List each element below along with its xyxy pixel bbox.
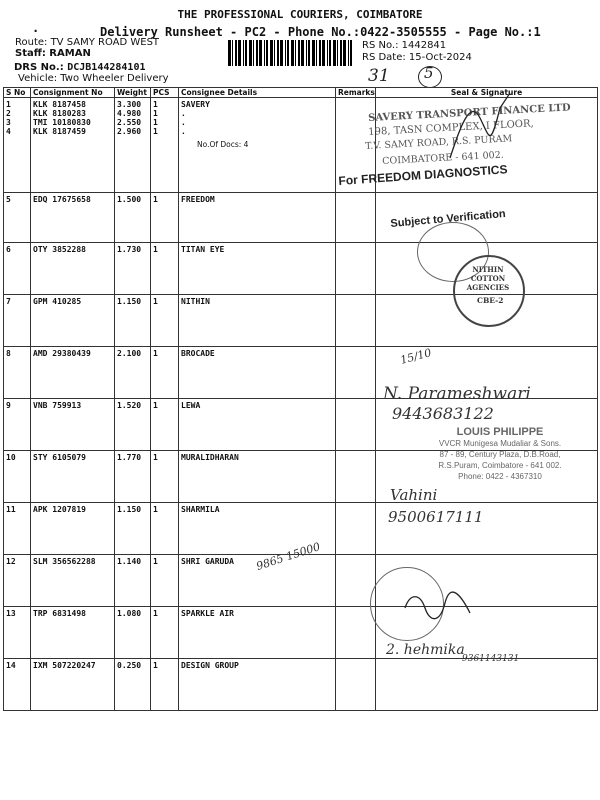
cell-consignee-value: SHRI GARUDA — [181, 557, 234, 566]
cell-pcs-value: 1 — [153, 661, 158, 670]
cell-weight — [115, 193, 151, 243]
cell-weight — [115, 98, 151, 193]
cell-consignee — [179, 659, 336, 711]
cell-weight-value: 1.520 — [117, 401, 142, 410]
cell-pcs-value: 1 — [153, 118, 158, 127]
cell-consignee — [179, 98, 336, 193]
cell-sno — [4, 347, 31, 399]
cell-weight-value: 0.250 — [117, 661, 142, 670]
cell-consignee-value: . — [181, 127, 186, 136]
cell-pcs — [151, 243, 179, 295]
cell-weight — [115, 451, 151, 503]
cell-sno — [4, 295, 31, 347]
garuda-handwritten-note: 9865 15000 — [254, 540, 322, 573]
barcode-bar — [253, 40, 254, 66]
savery-stamp-line2: 198, TASN COMPLEX, I FLOOR, — [368, 118, 534, 138]
cell-sno — [4, 193, 31, 243]
cell-consignment — [31, 555, 115, 607]
cell-consignee-value: MURALIDHARAN — [181, 453, 239, 462]
cell-sno-value: 7 — [6, 297, 11, 306]
savery-stamp-line4: COIMBATORE - 641 002. — [382, 149, 505, 167]
barcode-bar — [287, 40, 289, 66]
cell-seal — [376, 659, 598, 711]
rs-date: RS Date: 15-Oct-2024 — [362, 52, 472, 63]
design-handwritten-phone: 9361143131 — [462, 654, 520, 664]
cell-consignee — [179, 193, 336, 243]
cell-pcs-value: 1 — [153, 109, 158, 118]
barcode-bar — [333, 40, 336, 66]
cell-consignment-value: KLK 8187459 — [33, 127, 86, 136]
sharmila-handwritten-phone: 9500617111 — [388, 508, 484, 526]
barcode-bar — [235, 40, 237, 66]
cell-pcs — [151, 555, 179, 607]
barcode-bar — [308, 40, 310, 66]
barcode-bar — [291, 40, 294, 66]
barcode-bar — [259, 40, 262, 66]
cell-pcs-value: 1 — [153, 195, 158, 204]
brocade-handwritten-date: 15/10 — [398, 346, 433, 367]
cell-consignment-value: TRP 6831498 — [33, 609, 86, 618]
cell-pcs-value: 1 — [153, 505, 158, 514]
nithin-seal-center: CBE-2 — [477, 296, 504, 305]
barcode-bar — [327, 40, 328, 66]
cell-sno-value: 5 — [6, 195, 11, 204]
louis-brand: LOUIS PHILIPPE — [456, 426, 544, 438]
savery-stamp-line1: SAVERY TRANSPORT FINANCE LTD — [368, 102, 571, 124]
cell-consignment-value: STY 6105079 — [33, 453, 86, 462]
cell-sno — [4, 607, 31, 659]
cell-weight — [115, 347, 151, 399]
freedom-stamp: For FREEDOM DIAGNOSTICS — [338, 162, 508, 188]
cell-consignee-value: SHARMILA — [181, 505, 220, 514]
col-consignee: Consignee Details — [179, 88, 336, 98]
docs-count: No.Of Docs: 4 — [197, 140, 249, 149]
barcode-bar — [337, 40, 338, 66]
cell-remarks — [336, 451, 376, 503]
cell-weight-value: 2.550 — [117, 118, 142, 127]
cell-weight — [115, 243, 151, 295]
cell-weight-value: 1.730 — [117, 245, 142, 254]
cell-remarks — [336, 193, 376, 243]
cell-consignment — [31, 347, 115, 399]
cell-consignment-value: KLK 8180283 — [33, 109, 86, 118]
cell-sno-value: 8 — [6, 349, 11, 358]
barcode-bar — [270, 40, 273, 66]
cell-consignment-value: GPM 410285 — [33, 297, 82, 306]
vehicle-label: Vehicle: Two Wheeler Delivery — [18, 73, 169, 84]
col-seal: Seal & Signature — [376, 88, 598, 98]
nithin-seal-text: NITHIN COTTON AGENCIES — [466, 265, 510, 292]
barcode-bar — [329, 40, 331, 66]
barcode-bar — [350, 40, 352, 66]
cell-consignee — [179, 295, 336, 347]
cell-weight — [115, 659, 151, 711]
cell-sno — [4, 399, 31, 451]
cell-consignee-value: . — [181, 118, 186, 127]
route-label: Route: TV SAMY ROAD WEST — [15, 37, 160, 48]
barcode — [228, 40, 356, 66]
cell-sno-value: 14 — [6, 661, 16, 670]
cell-weight-value: 2.100 — [117, 349, 142, 358]
cell-consignee — [179, 607, 336, 659]
cell-remarks — [336, 295, 376, 347]
cell-weight-value: 1.150 — [117, 505, 142, 514]
louis-line2: 87 - 89, Century Plaza, D.B.Road, — [439, 450, 561, 459]
barcode-bar — [348, 40, 349, 66]
cell-consignment-value: IXM 507220247 — [33, 661, 96, 670]
cell-pcs — [151, 295, 179, 347]
cell-consignment-value: KLK 8187458 — [33, 100, 86, 109]
cell-consignment — [31, 659, 115, 711]
cell-consignment-value: AMD 29380439 — [33, 349, 91, 358]
cell-consignment — [31, 399, 115, 451]
cell-pcs-value: 1 — [153, 245, 158, 254]
barcode-bar — [340, 40, 342, 66]
cell-remarks — [336, 607, 376, 659]
col-pcs: PCS — [151, 88, 179, 98]
cell-consignment — [31, 607, 115, 659]
cell-weight — [115, 555, 151, 607]
cell-consignee-value: FREEDOM — [181, 195, 215, 204]
cell-consignee-value: TITAN EYE — [181, 245, 225, 254]
barcode-bar — [285, 40, 286, 66]
barcode-bar — [256, 40, 258, 66]
cell-sno-value: 6 — [6, 245, 11, 254]
cell-pcs-value: 1 — [153, 127, 158, 136]
cell-pcs — [151, 347, 179, 399]
cell-weight-value: 1.500 — [117, 195, 142, 204]
cell-consignment — [31, 98, 115, 193]
cell-consignment — [31, 503, 115, 555]
cell-sno — [4, 98, 31, 193]
cell-consignment-value: OTY 3852288 — [33, 245, 86, 254]
cell-consignment-value: APK 1207819 — [33, 505, 86, 514]
cell-consignee-value: SPARKLE AIR — [181, 609, 234, 618]
barcode-bar — [264, 40, 265, 66]
barcode-bar — [243, 40, 244, 66]
col-sno: S No — [4, 88, 31, 98]
cell-consignment — [31, 193, 115, 243]
barcode-bar — [312, 40, 315, 66]
cell-remarks — [336, 243, 376, 295]
louis-line4: Phone: 0422 - 4367310 — [458, 472, 542, 481]
drs-value: DCJB144284101 — [67, 62, 146, 73]
signature-sparkle — [400, 588, 480, 628]
cell-weight — [115, 295, 151, 347]
barcode-bar — [280, 40, 283, 66]
cell-sno-value: 3 — [6, 118, 11, 127]
cell-consignee-value: LEWA — [181, 401, 201, 410]
table-row — [4, 193, 598, 243]
rs-number: RS No.: 1442841 — [362, 40, 447, 51]
cell-consignment — [31, 295, 115, 347]
cell-consignee-value: BROCADE — [181, 349, 215, 358]
cell-sno-value: 1 — [6, 100, 11, 109]
cell-consignee — [179, 451, 336, 503]
louis-line3: R.S.Puram, Coimbatore - 641 002. — [438, 461, 562, 470]
cell-weight-value: 1.140 — [117, 557, 142, 566]
cell-consignee — [179, 399, 336, 451]
cell-pcs — [151, 607, 179, 659]
cell-consignment — [31, 451, 115, 503]
col-remarks: Remarks — [336, 88, 376, 98]
barcode-bar — [238, 40, 241, 66]
barcode-bar — [277, 40, 279, 66]
cell-consignment-value: EDQ 17675658 — [33, 195, 91, 204]
barcode-bar — [322, 40, 325, 66]
cell-sno-value: 4 — [6, 127, 11, 136]
cell-sno — [4, 555, 31, 607]
cell-consignee — [179, 347, 336, 399]
cell-sno-value: 12 — [6, 557, 16, 566]
cell-weight-value: 4.980 — [117, 109, 142, 118]
cell-remarks — [336, 347, 376, 399]
louis-line1: VVCR Munigesa Mudaliar & Sons. — [438, 439, 562, 448]
cell-weight-value: 1.150 — [117, 297, 142, 306]
design-handwritten-name: 2. hehmika — [386, 642, 465, 658]
cell-consignee-value: SAVERY — [181, 100, 210, 109]
cell-consignment — [31, 243, 115, 295]
cell-remarks — [336, 503, 376, 555]
barcode-bar — [274, 40, 275, 66]
table-row — [4, 607, 598, 659]
table-row — [4, 555, 598, 607]
barcode-bar — [228, 40, 231, 66]
cell-pcs-value: 1 — [153, 297, 158, 306]
cell-consignment-value: TMI 10180830 — [33, 118, 91, 127]
cell-pcs-value: 1 — [153, 100, 158, 109]
barcode-bar — [249, 40, 252, 66]
cell-sno — [4, 503, 31, 555]
cell-sno-value: 13 — [6, 609, 16, 618]
sharmila-handwritten-name: Vahini — [390, 486, 438, 504]
barcode-bar — [298, 40, 300, 66]
company-name: THE PROFESSIONAL COURIERS, COIMBATORE — [177, 8, 423, 21]
header-dot: . — [32, 21, 40, 35]
cell-sno-value: 2 — [6, 109, 11, 118]
handwritten-circled-number: 5 — [424, 64, 434, 82]
cell-consignment-value: VNB 759913 — [33, 401, 82, 410]
runsheet-title: Delivery Runsheet - PC2 - Phone No.:0422-3505555 - Page No.:1 — [100, 25, 541, 39]
cell-weight — [115, 399, 151, 451]
staff-label: Staff: RAMAN — [15, 48, 91, 59]
cell-pcs — [151, 399, 179, 451]
col-consignment: Consignment No — [31, 88, 115, 98]
cell-sno-value: 9 — [6, 401, 11, 410]
cell-consignee-value: . — [181, 109, 186, 118]
cell-pcs-value: 1 — [153, 349, 158, 358]
cell-sno-value: 10 — [6, 453, 16, 462]
savery-stamp-line3: T.V. SAMY ROAD, R.S. PURAM — [365, 133, 513, 152]
cell-pcs-value: 1 — [153, 609, 158, 618]
cell-sno — [4, 451, 31, 503]
barcode-bar — [232, 40, 233, 66]
cell-pcs-value: 1 — [153, 401, 158, 410]
barcode-bar — [306, 40, 307, 66]
drs-number — [14, 62, 146, 73]
cell-pcs-value: 1 — [153, 453, 158, 462]
cell-sno-value: 11 — [6, 505, 16, 514]
cell-consignment-value: SLM 356562288 — [33, 557, 96, 566]
cell-weight-value: 2.960 — [117, 127, 142, 136]
drs-label: DRS No.: — [14, 62, 64, 73]
cell-remarks — [336, 399, 376, 451]
cell-sno — [4, 243, 31, 295]
barcode-bar — [295, 40, 296, 66]
cell-sno — [4, 659, 31, 711]
cell-weight-value: 1.080 — [117, 609, 142, 618]
subject-verification-stamp: Subject to Verification — [390, 207, 507, 230]
barcode-bar — [319, 40, 321, 66]
barcode-bar — [245, 40, 247, 66]
cell-consignee-value: DESIGN GROUP — [181, 661, 239, 670]
cell-pcs — [151, 659, 179, 711]
cell-pcs — [151, 193, 179, 243]
cell-weight — [115, 503, 151, 555]
col-weight: Weight — [115, 88, 151, 98]
cell-pcs — [151, 503, 179, 555]
cell-consignee-value: NITHIN — [181, 297, 210, 306]
lewa-handwritten-name: N. Parameshwari — [383, 384, 531, 404]
cell-pcs-value: 1 — [153, 557, 158, 566]
barcode-bar — [343, 40, 346, 66]
cell-weight-value: 3.300 — [117, 100, 142, 109]
cell-weight-value: 1.770 — [117, 453, 142, 462]
cell-remarks — [336, 659, 376, 711]
lewa-handwritten-phone: 9443683122 — [392, 404, 494, 423]
cell-weight — [115, 607, 151, 659]
cell-pcs — [151, 451, 179, 503]
barcode-bar — [301, 40, 304, 66]
handwritten-count: 31 — [368, 66, 390, 86]
cell-consignee — [179, 243, 336, 295]
cell-pcs — [151, 98, 179, 193]
barcode-bar — [316, 40, 317, 66]
barcode-bar — [266, 40, 268, 66]
table-row — [4, 659, 598, 711]
